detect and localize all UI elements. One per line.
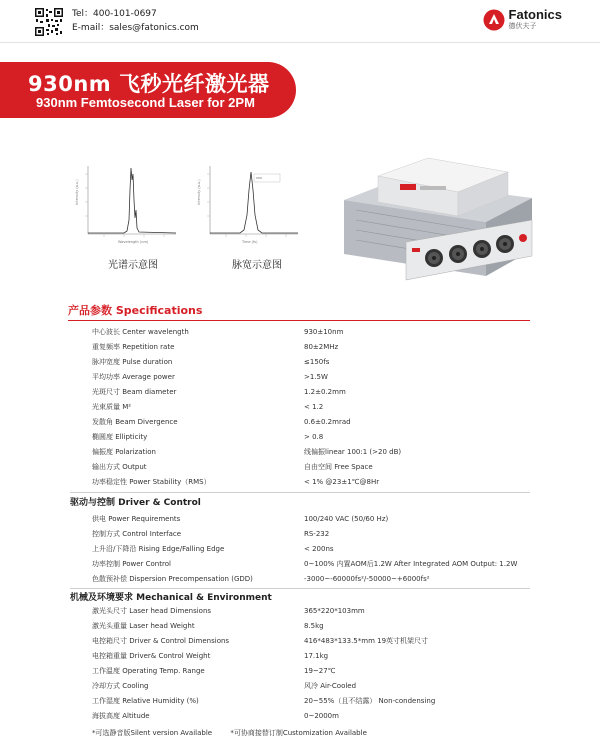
logo-wordmark: Fatonics	[508, 7, 562, 22]
spec-row: 平均功率 Average power >1.5W	[92, 373, 328, 381]
svg-text:Intensity (a.u.): Intensity (a.u.)	[197, 179, 201, 205]
email-address: E-mail：sales@fatonics.com	[72, 23, 199, 33]
illustration-charts	[60, 160, 320, 280]
contact-info	[72, 7, 199, 35]
spectrum-plot	[74, 160, 178, 246]
spec-row: 电控箱尺寸 Driver & Control Dimensions 416*483*133.5*mm 19英寸机架尺寸	[92, 637, 429, 645]
spec-row: 光斑尺寸 Beam diameter 1.2±0.2mm	[92, 388, 346, 396]
spec-row: 激光头重量 Laser head Weight 8.5kg	[92, 622, 324, 630]
spec-row: 供电 Power Requirements 100/240 VAC (50/60 Hz)	[92, 515, 389, 523]
header-divider	[0, 42, 600, 43]
footnote-customization: *可协商接替订制Customization Available	[230, 729, 367, 737]
svg-text:Time (fs): Time (fs)	[242, 240, 258, 244]
svg-text:Intensity (a.u.): Intensity (a.u.)	[75, 179, 79, 205]
spec-row: 海拔高度 Altitude 0~2000m	[92, 712, 339, 720]
product-title-en: 930nm Femtosecond Laser for 2PM	[36, 95, 255, 110]
spectrum-caption: 光谱示意图	[108, 260, 158, 271]
spec-row: 发散角 Beam Divergence 0.6±0.2mrad	[92, 418, 351, 426]
spec-row: 工作温度 Operating Temp. Range 19~27℃	[92, 667, 336, 675]
spec-row: 控制方式 Control Interface RS-232	[92, 530, 330, 538]
spec-row: 工作湿度 Relative Humidity (%) 20~55%（且不结露） Non-condensing	[92, 697, 436, 705]
spec-row: 上升沿/下降沿 Rising Edge/Falling Edge < 200ns	[92, 545, 334, 553]
spec-row: 激光头尺寸 Laser head Dimensions 365*220*103mm	[92, 607, 365, 615]
section-divider	[70, 492, 530, 493]
section-divider	[70, 588, 530, 589]
specifications-heading: 产品参数 Specifications	[68, 304, 203, 317]
spec-row: 色散预补偿 Dispersion Precompensation (GDD) -3000~-60000fs²/-50000~+6000fs²	[92, 575, 430, 583]
specifications-divider	[68, 320, 530, 321]
spec-row: 偏振度 Polarization 线偏振linear 100:1 (>20 dB)	[92, 448, 402, 456]
spec-row: 功率稳定性 Power Stability（RMS） < 1% @23±1℃@8Hr	[92, 478, 380, 486]
spec-row: 脉冲宽度 Pulse duration ≤150fs	[92, 358, 330, 366]
spec-row: 重复频率 Repetition rate 80±2MHz	[92, 343, 339, 351]
logo-chinese-name: 德伏夫子	[508, 22, 537, 30]
svg-text:Wavelength (nm): Wavelength (nm)	[118, 240, 149, 244]
footnotes	[92, 728, 383, 738]
footnote-silent-version: *可选静音版Silent version Available	[92, 729, 213, 737]
spec-row: 功率控制 Power Control 0~100% 内置AOM后1.2W After Integrated AOM Output: 1.2W	[92, 560, 518, 568]
spec-row: 中心波长 Center wavelength 930±10nm	[92, 328, 344, 336]
fatonics-logo-icon	[483, 9, 505, 31]
page-header	[0, 0, 600, 46]
driver-section-heading: 驱动与控制 Driver & Control	[70, 498, 201, 508]
company-logo	[483, 8, 562, 31]
spec-row: 冷却方式 Cooling 风冷 Air-Cooled	[92, 682, 357, 690]
mechanical-section-heading: 机械及环境要求 Mechanical & Environment	[70, 593, 272, 603]
laser-device-image	[336, 150, 536, 290]
spec-row: 椭圆度 Ellipticity > 0.8	[92, 433, 324, 441]
qr-code-icon	[34, 7, 64, 37]
spec-row: 光束质量 M² < 1.2	[92, 403, 324, 411]
product-title-cn: 930nm 飞秒光纤激光器	[28, 72, 270, 96]
phone-number: Tel：400-101-0697	[72, 9, 157, 19]
spec-row: 输出方式 Output 自由空间 Free Space	[92, 463, 373, 471]
title-banner	[0, 62, 296, 118]
spec-row: 电控箱重量 Driver& Control Weight 17.1kg	[92, 652, 329, 660]
pulse-plot	[196, 160, 300, 246]
pulse-caption: 脉宽示意图	[232, 260, 282, 271]
